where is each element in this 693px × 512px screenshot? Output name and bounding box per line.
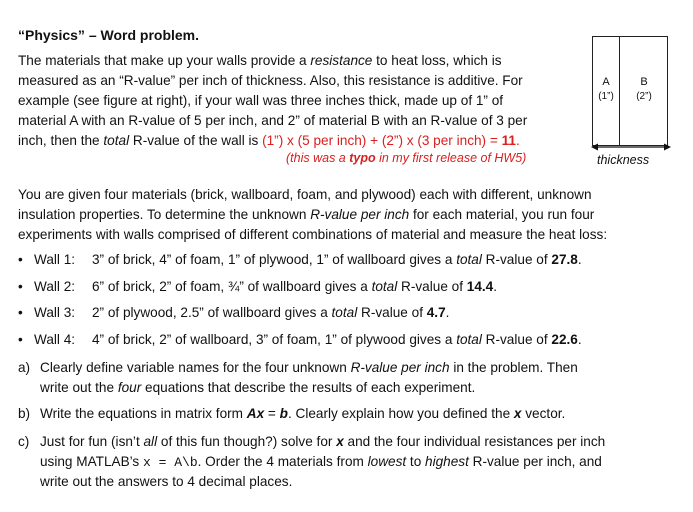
emphasis: resistance [310, 53, 373, 68]
text: . Clearly explain how you defined the [287, 406, 514, 421]
text: . [515, 133, 520, 148]
question-c-marker: c) [18, 434, 30, 449]
text: Just for fun (isn’t [40, 434, 144, 449]
given-line-1: You are given four materials (brick, wallboard, foam, and plywood) each with different, unknown [18, 187, 592, 202]
thickness-axis-label: thickness [597, 153, 650, 167]
question-c-line-2 [40, 452, 602, 473]
wall-label: Wall 2: [34, 279, 76, 294]
text: . [493, 279, 498, 294]
text: R-value of the wall is [129, 133, 263, 148]
text: equations that describe the results of each experiment. [141, 380, 476, 395]
question-c-line-3: write out the answers to 4 decimal places. [40, 474, 293, 489]
text: . [445, 305, 450, 320]
text: . [577, 332, 582, 347]
given-line-3: experiments with walls comprised of different combinations of material and measure the heat loss: [18, 227, 608, 242]
list-item [18, 252, 582, 267]
emphasis: total [456, 252, 482, 267]
question-c-line-1 [40, 432, 605, 452]
text: and the four individual resistances per inch [343, 434, 606, 449]
thickness-arrow [590, 140, 672, 154]
question-b-line-1 [40, 404, 565, 424]
wall-label: Wall 1: [34, 252, 76, 267]
wall-description: 2” of plywood, 2.5” of wallboard gives a [92, 305, 332, 320]
wall-r-value: 4.7 [426, 305, 446, 320]
text: R-value per inch, and [468, 454, 602, 469]
list-item [18, 279, 497, 294]
wall-label: Wall 3: [34, 305, 76, 320]
wall-r-value: 27.8 [551, 252, 578, 267]
text: vector. [521, 406, 566, 421]
bullet-icon: • [18, 305, 23, 320]
emphasis: total [456, 332, 482, 347]
text: = [264, 406, 280, 421]
text: R-value of [357, 305, 427, 320]
emphasis: total [331, 305, 358, 320]
text: inch, then the [18, 133, 104, 148]
page-title: “Physics” – Word problem. [18, 27, 200, 43]
text: The materials that make up your walls provide a [18, 53, 311, 68]
text: . Order the 4 materials from [197, 454, 368, 469]
vector-x: x [336, 434, 344, 449]
material-a-label: A [602, 76, 610, 88]
emphasis: four [117, 380, 142, 395]
emphasis: typo [349, 151, 376, 165]
question-a-marker: a) [18, 360, 31, 375]
text: using MATLAB’s [40, 454, 144, 469]
matlab-code: x = A\b [143, 455, 198, 470]
question-b-marker: b) [18, 406, 31, 421]
material-a-thickness: (1”) [598, 91, 614, 102]
text: R-value of [397, 279, 467, 294]
intro-line-1 [18, 51, 502, 71]
text: in my first release of HW5) [375, 151, 527, 165]
question-a-line-1 [40, 358, 578, 378]
given-line-2 [18, 205, 594, 225]
typo-note [286, 151, 526, 165]
bullet-icon: • [18, 252, 23, 267]
example-formula: (1”) x (5 per inch) + (2”) x (3 per inch) = [262, 133, 502, 148]
text: Write the equations in matrix form [40, 406, 247, 421]
text: R-value of [481, 332, 552, 347]
emphasis: R-value per inch [350, 360, 450, 375]
text: Clearly define variable names for the four unknown [40, 360, 351, 375]
text: in the problem. Then [449, 360, 578, 375]
emphasis: all [143, 434, 158, 449]
bullet-icon: • [18, 332, 23, 347]
intro-line-2: measured as an “R-value” per inch of thickness. Also, this resistance is additive. For [18, 73, 523, 88]
text: . [577, 252, 582, 267]
text: to heat loss, which is [372, 53, 502, 68]
text: R-value of [481, 252, 552, 267]
material-b-label: B [640, 76, 648, 88]
intro-line-3: example (see figure at right), if your wall was three inches thick, made up of 1” of [18, 93, 504, 108]
text: (this was a [286, 151, 350, 165]
example-result: 11 [501, 133, 516, 148]
intro-line-4: material A with an R-value of 5 per inch, and 2” of material B with an R-value of 3 per [18, 113, 528, 128]
text: write out the [40, 380, 118, 395]
emphasis: total [371, 279, 398, 294]
matrix-expression: Ax [246, 406, 265, 421]
list-item [18, 305, 449, 320]
emphasis: highest [425, 454, 469, 469]
wall-label: Wall 4: [34, 332, 76, 347]
wall-description: 3” of brick, 4” of foam, 1” of plywood, 1” of wallboard gives a [92, 252, 457, 267]
wall-description: 4” of brick, 2” of wallboard, 3” of foam, 1” of plywood gives a [92, 332, 457, 347]
material-b-thickness: (2”) [636, 91, 652, 102]
emphasis: total [103, 133, 130, 148]
bullet-icon: • [18, 279, 23, 294]
text: of this fun though?) solve for [157, 434, 337, 449]
wall-r-value: 22.6 [551, 332, 578, 347]
wall-description: 6” of brick, 2” of foam, ¾” of wallboard gives a [92, 279, 372, 294]
vector-b: b [279, 406, 288, 421]
text: insulation properties. To determine the unknown [18, 207, 311, 222]
emphasis: lowest [367, 454, 407, 469]
question-a-line-2 [40, 378, 475, 398]
list-item [18, 332, 582, 347]
text: for each material, you run four [409, 207, 595, 222]
wall-r-value: 14.4 [466, 279, 494, 294]
intro-line-5 [18, 131, 520, 151]
emphasis: R-value per inch [310, 207, 410, 222]
vector-x: x [513, 406, 522, 421]
text: to [406, 454, 426, 469]
